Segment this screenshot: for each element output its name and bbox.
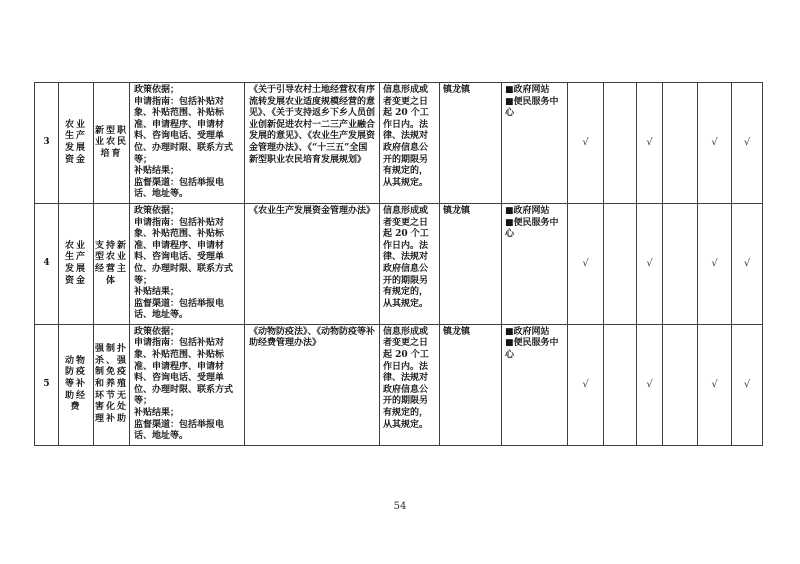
table-row [35, 83, 763, 204]
item-cell: 新型职业农民培育 [94, 83, 130, 204]
check-cell [663, 324, 698, 445]
basis-cell: 《关于引导农村土地经营权有序流转发展农业适度规模经营的意见》、《关于支持返乡下乡人员创业创新促进农村一二三产业融合发展的意见》、《农业生产发展资金管理办法》、《“十三五”全国新型职业农民培育发展规划》 [245, 83, 380, 204]
channel-item: ■政府网站 [505, 85, 550, 95]
check-cell: √ [698, 83, 732, 204]
content-paragraph: 政策依据； [134, 326, 180, 337]
check-cell: √ [568, 83, 604, 204]
subject-cell: 镇龙镇 [440, 203, 502, 324]
check-cell: √ [637, 203, 663, 324]
check-cell [604, 203, 637, 324]
seq-cell: 3 [35, 83, 59, 204]
category-cell: 动物防疫等补助经费 [59, 324, 94, 445]
check-cell [663, 83, 698, 204]
basis-cell: 《动物防疫法》、《动物防疫等补助经费管理办法》 [245, 324, 380, 445]
disclosure-catalog-table [34, 82, 763, 446]
item-cell: 支持新型农业经营主体 [94, 203, 130, 324]
check-cell [663, 203, 698, 324]
content-paragraph: 政策依据； [134, 85, 180, 95]
seq-cell: 4 [35, 203, 59, 324]
table-row [35, 324, 763, 445]
subject-cell: 镇龙镇 [440, 83, 502, 204]
content-paragraph: 监督渠道：包括举报电话、地址等。 [134, 298, 225, 321]
content-paragraph: 监督渠道：包括举报电话、地址等。 [134, 419, 225, 442]
check-cell: √ [568, 203, 604, 324]
seq-cell: 5 [35, 324, 59, 445]
content-cell [130, 324, 245, 445]
content-paragraph: 申请指南：包括补贴对象、补贴范围、补贴标准、申请程序、申请材料、咨询电话、受理单位、办理时限、联系方式等； [134, 96, 234, 165]
channels-cell [502, 324, 568, 445]
content-paragraph: 补贴结果； [134, 166, 180, 177]
channels-cell [502, 203, 568, 324]
item-cell: 强制扑杀、强制免疫和养殖环节无害化处理补助 [94, 324, 130, 445]
time-limit-cell: 信息形成或者变更之日起 20 个工作日内。法律、法规对政府信息公开的期限另有规定的，从其规定。 [380, 203, 440, 324]
content-paragraph: 监督渠道：包括举报电话、地址等。 [134, 177, 225, 200]
time-limit-cell: 信息形成或者变更之日起 20 个工作日内。法律、法规对政府信息公开的期限另有规定的，从其规定。 [380, 324, 440, 445]
channel-item: ■便民服务中心 [505, 217, 559, 240]
table-row [35, 203, 763, 324]
content-paragraph: 政策依据； [134, 205, 180, 216]
time-limit-cell: 信息形成或者变更之日起 20 个工作日内。法律、法规对政府信息公开的期限另有规定的，从其规定。 [380, 83, 440, 204]
category-cell: 农业生产发展资金 [59, 203, 94, 324]
basis-cell: 《农业生产发展资金管理办法》 [245, 203, 380, 324]
channel-item: ■政府网站 [505, 326, 550, 337]
content-paragraph: 申请指南：包括补贴对象、补贴范围、补贴标准、申请程序、申请材料、咨询电话、受理单位、办理时限、联系方式等； [134, 217, 234, 286]
check-cell: √ [732, 83, 763, 204]
channel-item: ■政府网站 [505, 205, 550, 216]
subject-cell: 镇龙镇 [440, 324, 502, 445]
check-cell: √ [637, 324, 663, 445]
channel-item: ■便民服务中心 [505, 338, 559, 361]
check-cell: √ [732, 203, 763, 324]
check-cell: √ [568, 324, 604, 445]
content-cell [130, 203, 245, 324]
check-cell: √ [732, 324, 763, 445]
category-cell: 农业生产发展资金 [59, 83, 94, 204]
content-paragraph: 补贴结果； [134, 287, 180, 298]
channels-cell [502, 83, 568, 204]
content-paragraph: 申请指南：包括补贴对象、补贴范围、补贴标准、申请程序、申请材料、咨询电话、受理单位、办理时限、联系方式等； [134, 338, 234, 407]
check-cell: √ [698, 324, 732, 445]
check-cell: √ [698, 203, 732, 324]
page-number: 54 [393, 501, 407, 512]
content-cell [130, 83, 245, 204]
check-cell [604, 324, 637, 445]
content-paragraph: 补贴结果； [134, 408, 180, 419]
check-cell: √ [637, 83, 663, 204]
check-cell [604, 83, 637, 204]
channel-item: ■便民服务中心 [505, 96, 559, 119]
